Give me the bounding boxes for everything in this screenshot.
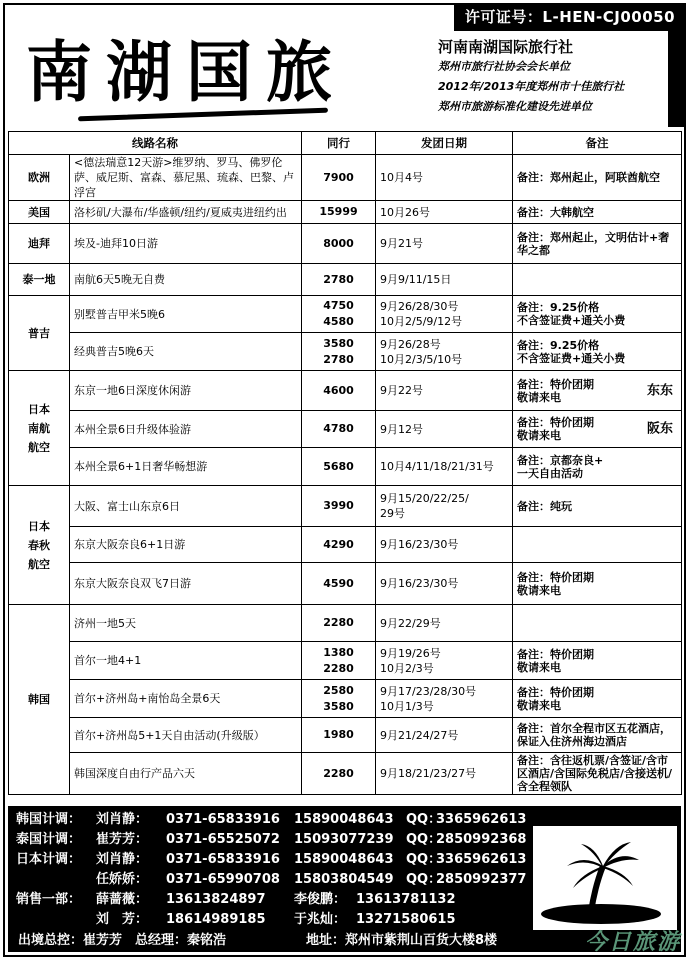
- route-dates: [376, 605, 513, 642]
- route-dates-text: 10月26号: [380, 205, 430, 219]
- route-price: [302, 333, 376, 371]
- route-dates-text: 10月4/11/18/21/31号: [380, 460, 494, 473]
- route-note-text: 备注：郑州起止，阿联酋航空: [517, 171, 660, 184]
- route-name-text: 首尔+济州岛+南怡岛全景6天: [74, 692, 221, 705]
- honor-line: 郑州市旅游标准化建设先进单位: [438, 100, 592, 113]
- route-note-text: 备注：首尔全程市区五花酒店，保证入住济州海边酒店: [517, 722, 671, 748]
- route-name: [70, 155, 302, 201]
- route-price-text: 3990: [323, 499, 354, 512]
- col-header-dates: 发团日期: [376, 132, 513, 155]
- route-name: [70, 527, 302, 563]
- route-dates: [376, 264, 513, 296]
- agency-name: 河南南湖国际旅行社: [438, 38, 574, 56]
- table-row: [9, 333, 682, 371]
- route-name-text: 东京一地6日深度休闲游: [74, 384, 191, 397]
- route-price-text: 4780: [323, 422, 354, 435]
- route-price-text: 4590: [323, 576, 354, 590]
- route-note-text: 备注：纯玩: [517, 499, 572, 513]
- contact-mobile: 15890048643: [294, 852, 394, 867]
- contact-label: 泰国计调：: [16, 832, 82, 847]
- route-price: [302, 486, 376, 527]
- route-name: [70, 642, 302, 680]
- route-name-text: 东京大阪奈良6+1日游: [74, 538, 186, 551]
- route-dates: [376, 201, 513, 224]
- route-price-text: 8000: [323, 236, 354, 250]
- watermark: 今日旅游: [584, 930, 681, 955]
- region-name: 欧洲: [9, 155, 70, 201]
- route-name: [70, 224, 302, 264]
- route-price-text: 1980: [323, 728, 354, 741]
- route-price: [302, 201, 376, 224]
- route-note-text: 备注：郑州起止，文明估计+奢华之都: [517, 230, 670, 257]
- route-name-text: 南航6天5晚无自费: [74, 273, 165, 286]
- route-price: [302, 680, 376, 718]
- route-note-text: 备注：大韩航空: [517, 205, 594, 219]
- route-price: [302, 296, 376, 333]
- route-name-text: 韩国深度自由行产品六天: [74, 767, 195, 780]
- route-name-text: 别墅普吉甲米5晚6: [74, 307, 165, 321]
- table-row: [9, 448, 682, 486]
- route-price-text: 1380 2280: [323, 645, 354, 675]
- brand-title: 南湖国旅: [26, 33, 346, 111]
- route-name-text: 埃及-迪拜10日游: [74, 237, 158, 250]
- route-price-text: 3580 2780: [323, 336, 354, 366]
- route-dates-text: 9月21号: [380, 237, 423, 250]
- sales-name: 薛蔷薇：: [96, 892, 149, 907]
- route-dates-text: 9月26/28/30号 10月2/5/9/12号: [380, 300, 463, 328]
- route-note-text: 备注：含往返机票/含签证/含市区酒店/含国际免税店/含接送机/含全程领队: [517, 754, 673, 793]
- sales-phone: 18614989185: [166, 912, 266, 927]
- route-price-text: 2580 3580: [323, 683, 354, 713]
- route-note: [513, 527, 682, 563]
- route-price-text: 2780: [323, 272, 354, 286]
- route-note: [513, 371, 682, 411]
- sales-phone: 13613824897: [166, 892, 266, 907]
- table-row: [9, 486, 682, 527]
- route-dates: [376, 155, 513, 201]
- route-price: [302, 563, 376, 605]
- route-note-text: 备注：特价团期 敬请来电: [517, 416, 594, 442]
- route-dates: [376, 486, 513, 527]
- route-name: [70, 333, 302, 371]
- route-name-text: 大阪、富士山东京6日: [74, 499, 180, 513]
- route-dates: [376, 753, 513, 795]
- route-price: [302, 224, 376, 264]
- contact-qq: 3365962613: [436, 852, 527, 867]
- table-row: [9, 224, 682, 264]
- route-name-text: 洛杉矶/大瀑布/华盛顿/纽约/夏威夷进纽约出: [74, 205, 287, 219]
- contact-qq-label: QQ：: [406, 832, 442, 847]
- table-row: [9, 155, 682, 201]
- palm-island-icon: [533, 826, 677, 930]
- sales-phone: 13271580615: [356, 912, 456, 927]
- route-dates: [376, 680, 513, 718]
- route-dates-text: 9月21/24/27号: [380, 728, 459, 742]
- route-name-text: <德法瑞意12天游>维罗纳、罗马、佛罗伦萨、威尼斯、富森、慕尼黑、琉森、巴黎、卢浮宫: [74, 156, 294, 199]
- contact-name: 刘肖静：: [96, 852, 149, 867]
- route-dates: [376, 333, 513, 371]
- table-row: [9, 605, 682, 642]
- route-name: [70, 371, 302, 411]
- route-note: [513, 563, 682, 605]
- contact-name: 刘肖静：: [96, 812, 149, 827]
- route-name-text: 本州全景6日升级体验游: [74, 422, 191, 436]
- region-name: 迪拜: [9, 224, 70, 264]
- route-note: [513, 333, 682, 371]
- route-note: [513, 486, 682, 527]
- table-row: [9, 411, 682, 448]
- sales-name: 刘 芳：: [96, 912, 149, 927]
- sales-name: 李俊鹏：: [294, 892, 347, 907]
- route-dates: [376, 224, 513, 264]
- col-header-route: 线路名称: [9, 132, 302, 155]
- contact-name: 崔芳芳：: [96, 832, 149, 847]
- table-row: [9, 201, 682, 224]
- route-price-text: 4290: [323, 537, 354, 551]
- region-name: 韩国: [9, 605, 70, 795]
- contact-mobile: 15093077239: [294, 832, 394, 847]
- region-name: 美国: [9, 201, 70, 224]
- table-row: [9, 680, 682, 718]
- route-note-text: 备注：特价团期 敬请来电: [517, 570, 594, 597]
- contact-label: 日本计调：: [16, 852, 82, 867]
- route-dates: [376, 718, 513, 753]
- contact-phone: 0371-65990708: [166, 872, 280, 887]
- route-note-text: 备注：特价团期 敬请来电: [517, 377, 594, 404]
- route-dates: [376, 411, 513, 448]
- route-name: [70, 680, 302, 718]
- col-header-price: 同行: [302, 132, 376, 155]
- route-name: [70, 296, 302, 333]
- contact-mobile: 15890048643: [294, 812, 394, 827]
- route-note: [513, 680, 682, 718]
- route-name-text: 济州一地5天: [74, 616, 136, 630]
- contact-qq-label: QQ：: [406, 852, 442, 867]
- region-name: 普吉: [9, 296, 70, 371]
- route-dates: [376, 296, 513, 333]
- route-dates-text: 9月26/28号 10月2/3/5/10号: [380, 337, 463, 366]
- route-dates-text: 9月19/26号 10月2/3号: [380, 646, 441, 675]
- route-note: [513, 155, 682, 201]
- route-tag: 阪东: [646, 421, 673, 437]
- route-price-text: 2280: [323, 766, 354, 780]
- contact-phone: 0371-65525072: [166, 832, 280, 847]
- route-dates: [376, 642, 513, 680]
- route-name-text: 东京大阪奈良双飞7日游: [74, 577, 191, 590]
- contact-phone: 0371-65833916: [166, 812, 280, 827]
- route-price: [302, 155, 376, 201]
- route-dates: [376, 371, 513, 411]
- contact-mobile: 15803804549: [294, 872, 394, 887]
- route-name: [70, 448, 302, 486]
- route-price: [302, 411, 376, 448]
- route-price: [302, 718, 376, 753]
- sales-phone: 13613781132: [356, 892, 456, 907]
- table-header-row: [9, 132, 682, 155]
- route-note: [513, 753, 682, 795]
- route-name-text: 首尔+济州岛5+1天自由活动(升级版）: [74, 728, 265, 742]
- table-row: [9, 753, 682, 795]
- route-note-text: 备注：京都奈良+ 一天自由活动: [517, 453, 604, 480]
- route-note-text: 备注：特价团期 敬请来电: [517, 685, 594, 712]
- route-name-text: 首尔一地4+1: [74, 654, 142, 667]
- table-row: [9, 642, 682, 680]
- footer-address: 地址：郑州市紫荆山百货大楼8楼: [306, 933, 498, 948]
- sales-name: 于兆灿：: [294, 912, 347, 927]
- route-dates-text: 9月22号: [380, 384, 423, 397]
- table-row: [9, 296, 682, 333]
- route-note-text: 备注：9.25价格 不含签证费+通关小费: [517, 301, 626, 327]
- table-row: [9, 527, 682, 563]
- honor-line: 2012年/2013年度郑州市十佳旅行社: [438, 80, 625, 93]
- route-price: [302, 642, 376, 680]
- route-name-text: 经典普吉5晚6天: [74, 345, 154, 358]
- route-note: [513, 264, 682, 296]
- route-price-text: 4600: [323, 383, 354, 397]
- contact-name: 任娇娇：: [96, 872, 149, 887]
- route-price: [302, 264, 376, 296]
- contact-phone: 0371-65833916: [166, 852, 280, 867]
- contact-label: 韩国计调：: [16, 812, 82, 827]
- contact-qq-label: QQ：: [406, 872, 442, 887]
- route-dates-text: 9月22/29号: [380, 616, 441, 630]
- route-name: [70, 201, 302, 224]
- table-row: [9, 264, 682, 296]
- route-note-text: 备注：9.25价格 不含签证费+通关小费: [517, 338, 626, 365]
- sales-label: 销售一部：: [16, 892, 82, 907]
- route-dates-text: 9月16/23/30号: [380, 538, 459, 551]
- route-tag: 东东: [646, 383, 673, 398]
- route-name-text: 本州全景6+1日奢华畅想游: [74, 460, 208, 473]
- table-row: [9, 718, 682, 753]
- route-dates-text: 9月9/11/15日: [380, 273, 452, 286]
- route-price-text: 2280: [323, 616, 354, 629]
- route-note: [513, 224, 682, 264]
- route-price-text: 5680: [323, 459, 354, 473]
- route-note: [513, 411, 682, 448]
- route-note: [513, 605, 682, 642]
- route-name: [70, 563, 302, 605]
- route-dates: [376, 527, 513, 563]
- route-name: [70, 486, 302, 527]
- footer-managers: 出境总控：崔芳芳 总经理：秦铭浩: [18, 933, 227, 948]
- table-row: [9, 371, 682, 411]
- region-name: 日本 南航 航空: [9, 371, 70, 486]
- honor-line: 郑州市旅行社协会会长单位: [438, 60, 570, 73]
- route-price: [302, 753, 376, 795]
- routes-body: [9, 155, 682, 795]
- routes-table: [8, 131, 682, 795]
- route-note: [513, 296, 682, 333]
- route-name: [70, 753, 302, 795]
- region-name: 日本 春秋 航空: [9, 486, 70, 605]
- route-dates-text: 9月15/20/22/25/ 29号: [380, 492, 469, 520]
- contact-qq: 3365962613: [436, 812, 527, 827]
- route-price: [302, 605, 376, 642]
- route-price: [302, 371, 376, 411]
- route-note: [513, 642, 682, 680]
- route-name: [70, 411, 302, 448]
- route-dates-text: 9月12号: [380, 422, 423, 436]
- route-price: [302, 448, 376, 486]
- route-name: [70, 718, 302, 753]
- route-price-text: 15999: [319, 205, 358, 218]
- route-dates: [376, 563, 513, 605]
- contact-qq: 2850992368: [436, 832, 527, 847]
- contact-qq-label: QQ：: [406, 812, 442, 827]
- route-dates-text: 9月16/23/30号: [380, 577, 459, 590]
- route-name: [70, 264, 302, 296]
- route-dates: [376, 448, 513, 486]
- route-price-text: 4750 4580: [323, 299, 354, 328]
- contact-qq: 2850992377: [436, 872, 527, 887]
- route-price-text: 7900: [323, 170, 354, 184]
- route-note: [513, 201, 682, 224]
- route-price: [302, 527, 376, 563]
- route-dates-text: 9月17/23/28/30号 10月1/3号: [380, 684, 477, 713]
- route-note: [513, 718, 682, 753]
- header-deco-block: [668, 31, 686, 127]
- route-note: [513, 448, 682, 486]
- route-dates-text: 10月4号: [380, 171, 423, 184]
- table-row: [9, 563, 682, 605]
- route-note-text: 备注：特价团期 敬请来电: [517, 647, 594, 674]
- region-name: 泰一地: [9, 264, 70, 296]
- route-name: [70, 605, 302, 642]
- route-dates-text: 9月18/21/23/27号: [380, 767, 477, 780]
- license-number: 许可证号：L-HEN-CJ00050: [454, 3, 686, 31]
- footer-bar: [8, 930, 681, 952]
- col-header-note: 备注: [513, 132, 682, 155]
